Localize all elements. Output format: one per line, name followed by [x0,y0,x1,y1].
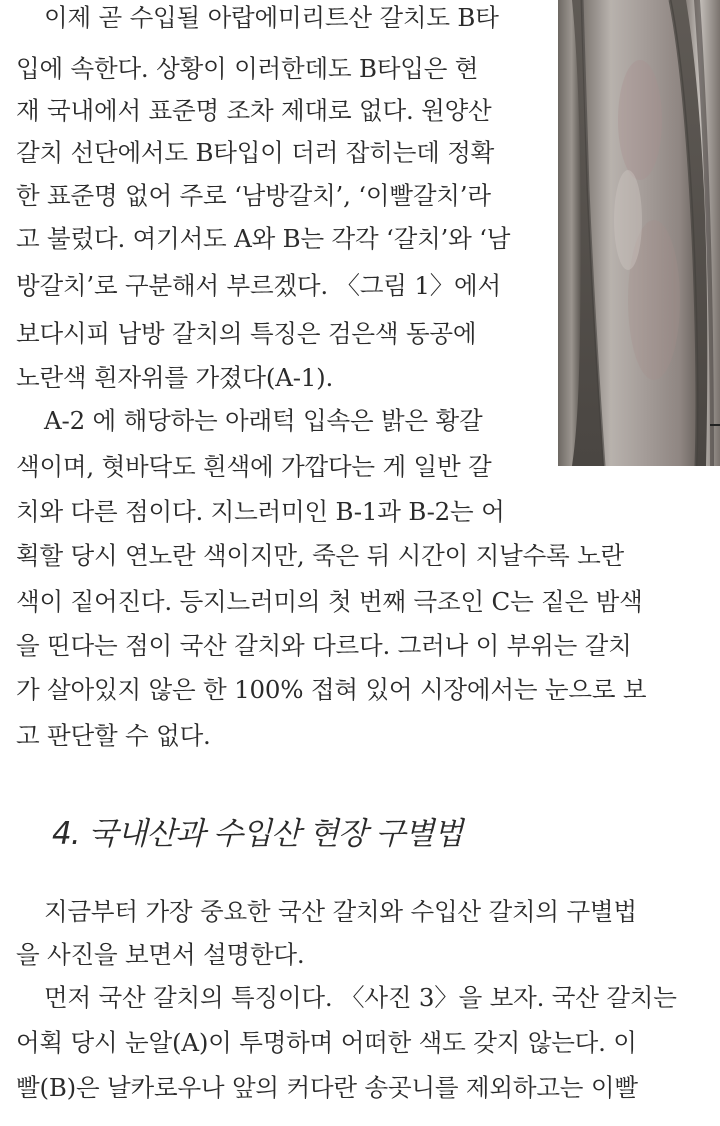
text-line: 을 사진을 보면서 설명한다. [16,940,305,969]
text-line: 이제 곧 수입될 아랍에미리트산 갈치도 B타 [44,3,499,32]
text-line: 가 살아있지 않은 한 100% 접혀 있어 시장에서는 눈으로 보 [16,675,647,704]
text-line: 획할 당시 연노란 색이지만, 죽은 뒤 시간이 지날수록 노란 [16,541,625,570]
section-heading: 4. 국내산과 수입산 현장 구별법 [52,816,463,852]
text-line: 갈치 선단에서도 B타입이 더러 잡히는데 정확 [16,138,495,167]
text-line: 빨(B)은 날카로우나 앞의 커다란 송곳니를 제외하고는 이빨 [16,1073,638,1102]
text-line: 먼저 국산 갈치의 특징이다. 〈사진 3〉을 보자. 국산 갈치는 [44,983,677,1012]
text-line: 어획 당시 눈알(A)이 투명하며 어떠한 색도 갖지 않는다. 이 [16,1028,637,1057]
text-line: A-2 에 해당하는 아래턱 입속은 밝은 황갈 [44,406,483,435]
text-line: 색이 짙어진다. 등지느러미의 첫 번째 극조인 C는 짙은 밤색 [16,587,643,616]
fish-photo [558,0,720,466]
text-line: 지금부터 가장 중요한 국산 갈치와 수입산 갈치의 구별법 [44,897,637,926]
text-line: 방갈치’로 구분해서 부르겠다. 〈그림 1〉에서 [16,271,501,300]
text-line: 치와 다른 점이다. 지느러미인 B-1과 B-2는 어 [16,497,505,526]
text-line: 색이며, 혓바닥도 흰색에 가깝다는 게 일반 갈 [16,452,492,481]
text-line: 입에 속한다. 상황이 이러한데도 B타입은 현 [16,54,479,83]
text-line: 고 판단할 수 없다. [16,721,211,750]
text-line: 노란색 흰자위를 가졌다(A-1). [16,363,334,392]
text-line: 보다시피 남방 갈치의 특징은 검은색 동공에 [16,319,477,348]
text-line: 고 불렀다. 여기서도 A와 B는 각각 ‘갈치’와 ‘남 [16,224,511,253]
text-line: 한 표준명 없어 주로 ‘남방갈치’, ‘이빨갈치’라 [16,181,491,210]
text-line: 재 국내에서 표준명 조차 제대로 없다. 원양산 [16,96,492,125]
text-line: 을 띤다는 점이 국산 갈치와 다르다. 그러나 이 부위는 갈치 [16,631,632,660]
